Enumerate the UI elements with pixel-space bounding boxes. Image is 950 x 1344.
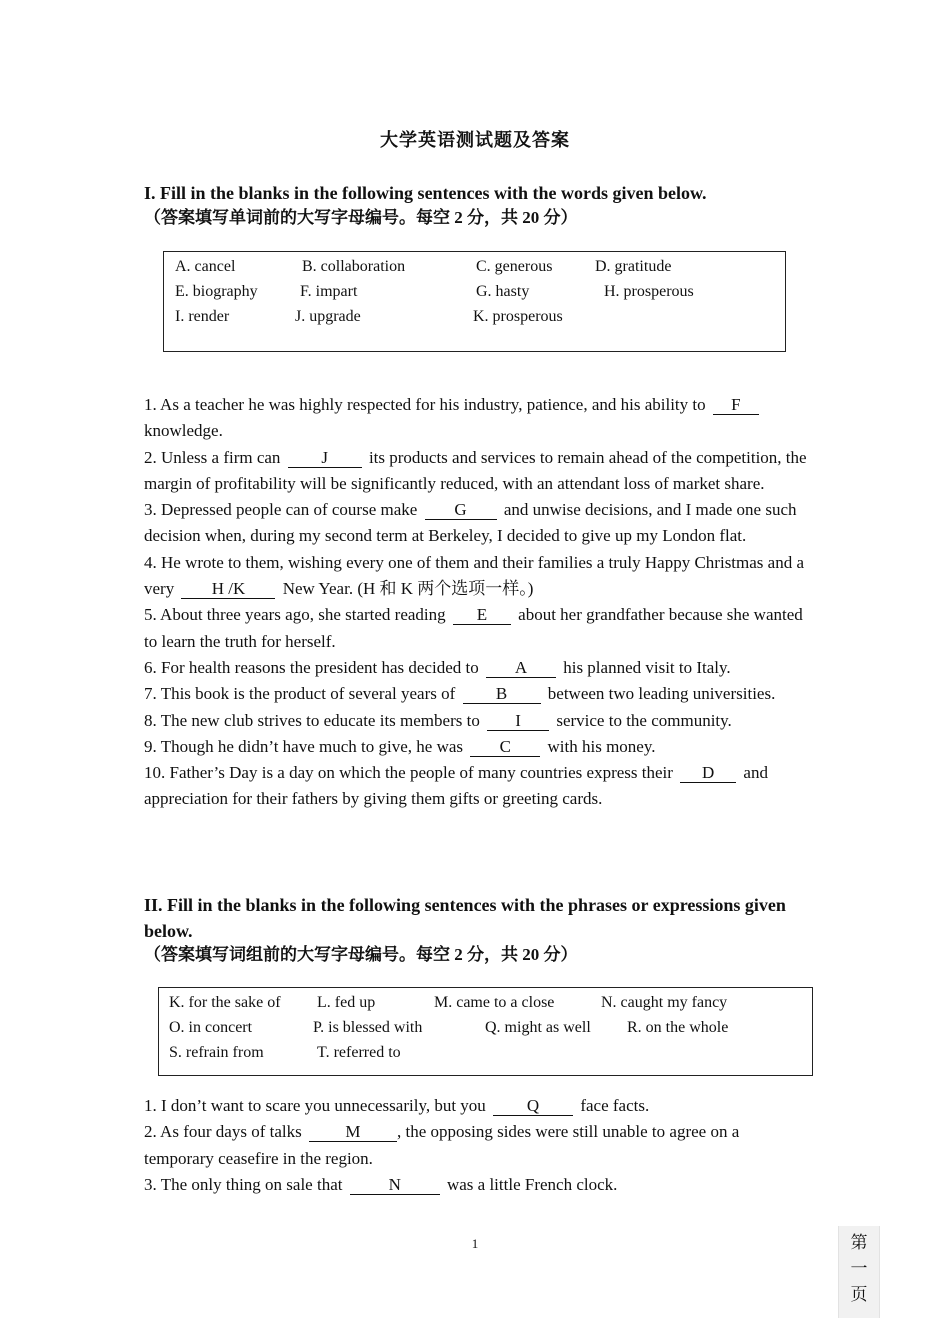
word-option: H. prosperous xyxy=(604,283,694,300)
phrase-option: R. on the whole xyxy=(627,1019,729,1036)
question-text: between two leading universities. xyxy=(547,684,776,704)
page-indicator-char: 一 xyxy=(850,1259,868,1278)
word-option: K. prosperous xyxy=(473,308,563,325)
phrase-option: Q. might as well xyxy=(485,1019,591,1036)
answer-blank: Q xyxy=(493,1097,573,1116)
question-text: , the opposing sides were still unable to agree on a temporary ceasefire in the region. xyxy=(144,1122,740,1168)
question-text: 5. About three years ago, she started reading xyxy=(144,605,446,625)
answer-blank: N xyxy=(350,1176,440,1195)
question-text: 9. Though he didn’t have much to give, he was xyxy=(144,736,464,756)
answer-blank: E xyxy=(453,606,511,625)
section-2-note: （答案填写词组前的大写字母编号。每空 2 分，共 20 分） xyxy=(144,945,578,964)
answer-blank: I xyxy=(487,712,549,731)
question-item xyxy=(144,497,810,550)
section-1-questions xyxy=(144,392,810,813)
question-item xyxy=(144,760,810,813)
phrase-option: N. caught my fancy xyxy=(601,994,728,1011)
question-text: 3. The only thing on sale that xyxy=(144,1174,343,1194)
question-text: about her grandfather because she wanted to learn the truth for herself. xyxy=(144,605,803,651)
word-option: F. impart xyxy=(300,283,358,300)
phrase-option: P. is blessed with xyxy=(313,1019,423,1036)
phrase-option: T. referred to xyxy=(317,1044,401,1061)
word-option: B. collaboration xyxy=(302,258,406,275)
page-indicator-tab[interactable] xyxy=(838,1226,880,1318)
question-item xyxy=(144,681,810,707)
section-1-heading: I. Fill in the blanks in the following sentences with the words given below. xyxy=(144,183,707,203)
question-item xyxy=(144,445,810,498)
phrase-option: O. in concert xyxy=(169,1019,253,1036)
answer-blank: F xyxy=(713,396,759,415)
question-item xyxy=(144,1172,810,1198)
answer-blank: D xyxy=(680,764,736,783)
question-text: New Year. (H 和 K 两个选项一样。) xyxy=(282,579,534,599)
answer-blank: H /K xyxy=(181,580,275,599)
question-text: face facts. xyxy=(580,1096,650,1115)
answer-blank: A xyxy=(486,659,556,678)
question-item xyxy=(144,655,810,681)
document-title: 大学英语测试题及答案 xyxy=(380,130,570,150)
question-text: 1. As a teacher he was highly respected for his industry, patience, and his ability to xyxy=(144,395,706,414)
word-option: I. render xyxy=(175,308,230,325)
question-text: 1. I don’t want to scare you unnecessarily, but you xyxy=(144,1096,486,1115)
word-option: D. gratitude xyxy=(595,258,672,275)
question-text: with his money. xyxy=(547,736,656,756)
question-text: its products and services to remain ahead of the competition, the margin of profitability will be significantly reduced, with an attendant loss of market share. xyxy=(144,447,807,493)
answer-blank: B xyxy=(463,685,541,704)
section-2-heading: II. Fill in the blanks in the following sentences with the phrases or expressions given below. xyxy=(144,895,786,941)
section-1-note: （答案填写单词前的大写字母编号。每空 2 分，共 20 分） xyxy=(144,208,578,227)
question-text: 7. This book is the product of several years of xyxy=(144,684,456,704)
question-text: 3. Depressed people can of course make xyxy=(144,500,418,520)
question-text: his planned visit to Italy. xyxy=(563,657,731,677)
question-text: 10. Father’s Day is a day on which the people of many countries express their xyxy=(144,763,673,783)
question-text: was a little French clock. xyxy=(446,1174,618,1194)
question-text: 4. He wrote to them, wishing every one of them and their families a truly Happy Christmas and a very xyxy=(144,552,805,599)
answer-blank: G xyxy=(425,501,497,520)
answer-blank: J xyxy=(288,449,362,468)
question-text: 2. Unless a firm can xyxy=(144,447,281,467)
word-option: G. hasty xyxy=(476,283,530,300)
page-indicator-char: 页 xyxy=(850,1285,868,1304)
phrase-option: S. refrain from xyxy=(169,1044,264,1061)
question-text: 2. As four days of talks xyxy=(144,1122,302,1142)
question-text: and unwise decisions, and I made one such decision when, during my second term at Berkeley, I decided to give up my London flat. xyxy=(144,500,797,546)
phrase-option: M. came to a close xyxy=(434,994,555,1011)
word-option: E. biography xyxy=(175,283,258,300)
question-item xyxy=(144,550,810,603)
question-item xyxy=(144,734,810,760)
page-number: 1 xyxy=(471,1236,479,1251)
phrase-option: L. fed up xyxy=(317,994,376,1011)
question-item xyxy=(144,1093,810,1119)
word-option: J. upgrade xyxy=(295,308,361,325)
question-item xyxy=(144,708,810,734)
phrase-option: K. for the sake of xyxy=(169,994,281,1011)
question-item xyxy=(144,1119,810,1172)
section-2-phrase-bank xyxy=(158,987,813,1076)
question-text: service to the community. xyxy=(556,710,732,730)
question-text: 6. For health reasons the president has decided to xyxy=(144,657,479,677)
question-text: 8. The new club strives to educate its members to xyxy=(144,710,480,730)
question-text: knowledge. xyxy=(144,421,223,441)
question-text: and appreciation for their fathers by giving them gifts or greeting cards. xyxy=(144,763,768,809)
section-1-word-bank xyxy=(163,251,786,352)
page-indicator-char: 第 xyxy=(850,1233,868,1252)
question-item xyxy=(144,602,810,655)
answer-blank: C xyxy=(470,738,540,757)
word-option: C. generous xyxy=(476,258,553,275)
question-item xyxy=(144,392,810,445)
section-2-questions xyxy=(144,1093,810,1198)
word-option: A. cancel xyxy=(175,258,236,275)
answer-blank: M xyxy=(309,1123,397,1142)
